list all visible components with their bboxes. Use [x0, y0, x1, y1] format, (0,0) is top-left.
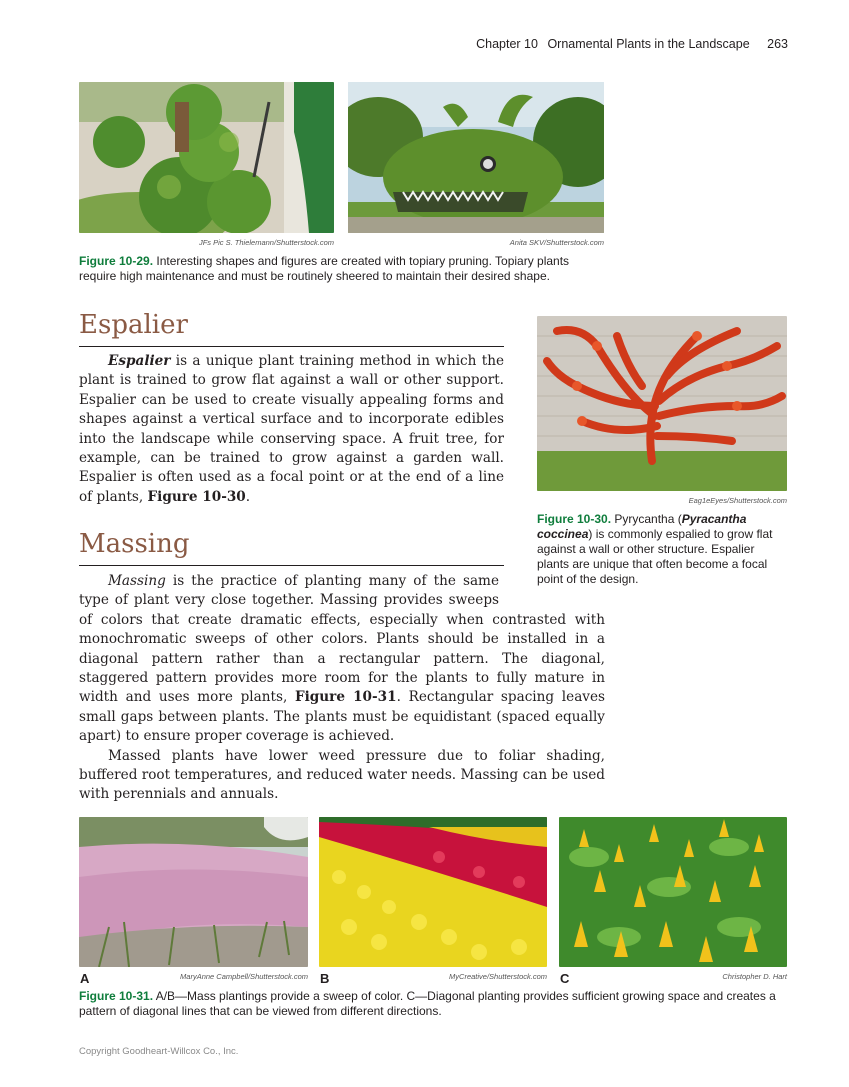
topiary-photo-left	[79, 82, 334, 233]
massing-text: is the practice of planting many of the same type of plant very close together. Massing provides sweeps of colors that create dramatic effects, especially when contrasted with monochromatic sweeps of other colors. Plants should be installed in a diagonal pattern rather than a rectangular pattern. The diagonal, staggered pattern provides more room for the plants to fully mature in width and uses more plants,	[79, 573, 605, 706]
copyright-footer: Copyright Goodheart-Willcox Co., Inc.	[79, 1046, 239, 1057]
chapter-number: Chapter 10	[476, 37, 538, 51]
chrysanthemums-illustration	[319, 817, 547, 967]
espalier-paragraph	[79, 352, 504, 507]
figure-10-29-credit-right: Anita SKV/Shutterstock.com	[509, 238, 604, 247]
muhly-grass-illustration	[79, 817, 308, 967]
chapter-title: Ornamental Plants in the Landscape	[547, 37, 750, 51]
panel-c-credit: Christopher D. Hart	[722, 972, 787, 981]
figure-10-31-caption-text: A/B—Mass plantings provide a sweep of color. C—Diagonal planting provides sufficient growing space and creates a pattern of diagonal lines that can be viewed from different directions.	[79, 989, 776, 1018]
espalier-term: Espalier	[108, 353, 171, 369]
massing-photo-a	[79, 817, 308, 967]
running-header	[476, 37, 788, 51]
massing-paragraph-2: Massed plants have lower weed pressure due to foliar shading, buffered root temperatures, and reduced water needs. Massing can be used with perennials and annuals.	[79, 747, 605, 803]
panel-letter-a: A	[80, 971, 90, 986]
section-rule-massing	[79, 565, 504, 566]
espalier-photo	[537, 316, 787, 491]
pyracantha-wall-illustration	[537, 316, 787, 491]
figure-ref-10-31: Figure 10-31	[294, 689, 397, 706]
figure-ref-10-30: Figure 10-30	[147, 488, 246, 505]
figure-10-30-caption-text-end: ) is commonly espalied to grow flat against a wall or other structure. Espalier plants are unique that often become a focal point of the design.	[537, 527, 773, 586]
species-name: Pyracantha coccinea	[537, 512, 747, 541]
panel-letter-c: C	[560, 971, 570, 986]
figure-10-30-credit: Eag1eEyes/Shutterstock.com	[688, 496, 787, 505]
section-heading-espalier: Espalier	[79, 310, 188, 340]
figure-10-30-caption-text: Pyrycantha (	[611, 512, 682, 526]
topiary-bear-illustration	[79, 82, 334, 233]
panel-a-credit: MaryAnne Campbell/Shutterstock.com	[180, 972, 308, 981]
section-heading-massing: Massing	[79, 529, 190, 559]
figure-10-31-caption	[79, 989, 787, 1019]
figure-10-30-label: Figure 10-30.	[537, 512, 612, 526]
massing-photo-b	[319, 817, 547, 967]
massing-text-end: . Rectangular spacing leaves small gaps between plants. The plants must be equidistant (spaced equally apart) to ensure proper coverage is achieved.	[79, 689, 605, 745]
massing-term: Massing	[108, 573, 166, 589]
figure-10-29-credit-left: JFs Pic S. Thielemann/Shutterstock.com	[198, 238, 334, 247]
celosia-illustration	[559, 817, 787, 967]
panel-b-credit: MyCreative/Shutterstock.com	[449, 972, 547, 981]
figure-10-29-caption	[79, 254, 604, 284]
section-rule-espalier	[79, 346, 504, 347]
massing-paragraphs	[79, 572, 605, 805]
massing-photo-c	[559, 817, 787, 967]
espalier-text-end: .	[245, 488, 251, 505]
page-number: 263	[767, 37, 788, 51]
figure-10-31-label: Figure 10-31.	[79, 989, 154, 1003]
figure-10-29-caption-text: Interesting shapes and figures are created with topiary pruning. Topiary plants require high maintenance and must be routinely sheered to maintain their desired shape.	[79, 254, 570, 283]
topiary-whale-illustration	[348, 82, 604, 233]
panel-letter-b: B	[320, 971, 330, 986]
figure-10-29-label: Figure 10-29.	[79, 254, 154, 268]
topiary-photo-right	[348, 82, 604, 233]
espalier-text: is a unique plant training method in which the plant is trained to grow flat against a wall or other support. Espalier can be used to create visually appealing forms and shapes against a vertical surface and to incorporate edibles into the landscape while conserving space. A fruit tree, for example, can be trained to grow against a garden wall. Espalier is often used as a focal point or at the end of a line of plants,	[79, 353, 504, 505]
